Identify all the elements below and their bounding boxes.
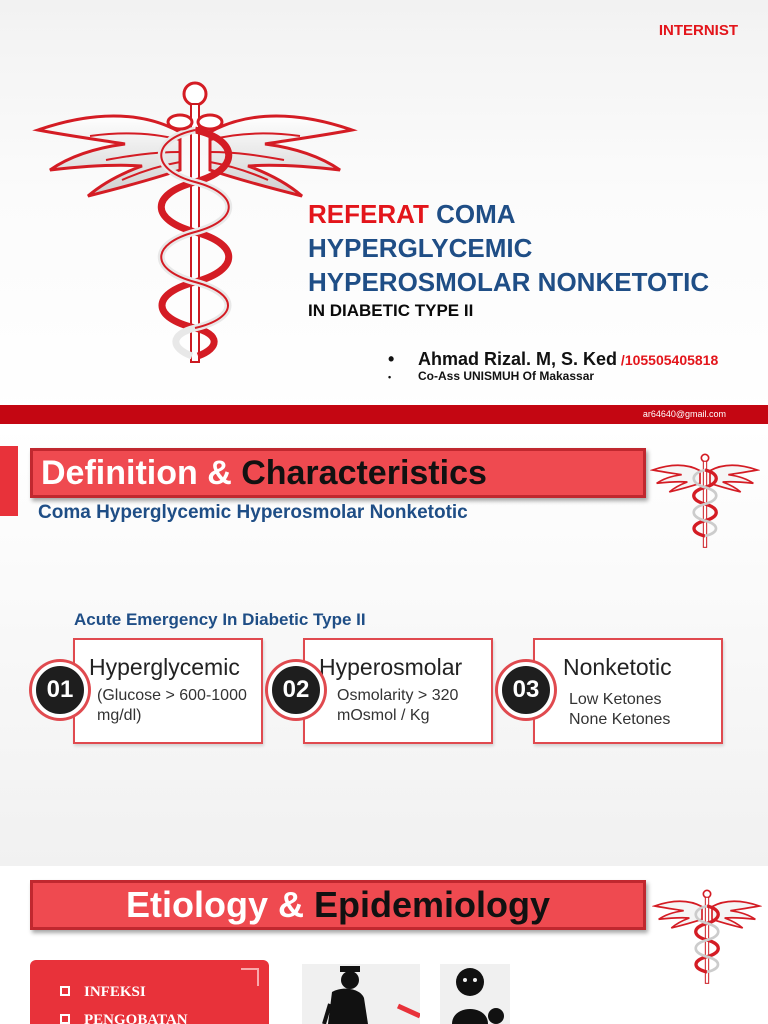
footer-bar — [0, 405, 768, 424]
slide-title — [30, 880, 646, 930]
card-line: None Ketones — [569, 711, 671, 728]
title-line3: HYPEROSMOLAR NONKETOTIC — [308, 267, 710, 297]
title-line1: COMA — [428, 199, 516, 229]
checkbox-bullet-icon — [60, 986, 70, 996]
author-name: Ahmad Rizal. M, S. Ked — [418, 349, 618, 369]
presentation-title — [308, 197, 709, 299]
internist-tag: INTERNIST — [658, 22, 738, 39]
card-title: Hyperosmolar — [319, 654, 463, 680]
person-icon — [440, 964, 510, 1024]
slide-subtitle: Coma Hyperglycemic Hyperosmolar Nonketotic — [38, 502, 468, 523]
list-item-label: PENGOBATAN — [84, 1012, 188, 1024]
card-description — [97, 686, 247, 726]
card-description — [337, 686, 458, 726]
etiology-slide — [0, 868, 768, 1024]
card-title: Nonketotic — [563, 654, 672, 680]
title-line2: HYPERGLYCEMIC — [308, 233, 533, 263]
slide-title — [30, 448, 646, 498]
card-title: Hyperglycemic — [89, 654, 240, 680]
list-item-label: INFEKSI — [84, 984, 146, 1000]
caduceus-icon — [652, 876, 762, 996]
title-part-black: Characteristics — [241, 454, 487, 492]
affiliation-line — [388, 369, 594, 383]
section-heading: Acute Emergency In Diabetic Type II — [74, 610, 366, 629]
card-description — [569, 690, 670, 730]
characteristic-card-hyperglycemic — [73, 638, 263, 744]
checkbox-bullet-icon — [60, 1014, 70, 1024]
list-item-infeksi — [60, 984, 146, 1001]
definition-slide — [0, 426, 768, 866]
card-line: (Glucose > 600-1000 — [97, 687, 247, 704]
bullet: • — [388, 349, 395, 369]
caduceus-icon — [650, 440, 760, 560]
author-separator: / — [617, 352, 625, 368]
presentation-subtitle: IN DIABETIC TYPE II — [308, 301, 474, 320]
title-part-white: Etiology & — [125, 884, 314, 925]
author-email: ar64640@gmail.com — [642, 409, 726, 419]
number-badge: 03 — [498, 662, 554, 718]
author-id: 105505405818 — [624, 352, 719, 368]
author-line — [388, 349, 718, 370]
characteristic-card-nonketotic — [533, 638, 723, 744]
number-badge: 01 — [32, 662, 88, 718]
title-part-black: Epidemiology — [313, 884, 551, 925]
number-badge: 02 — [268, 662, 324, 718]
characteristic-card-hyperosmolar — [303, 638, 493, 744]
card-line: Osmolarity > 320 — [337, 687, 459, 704]
accent-bar — [0, 446, 18, 516]
bullet: • — [388, 372, 392, 382]
title-part-white: Definition & — [41, 454, 242, 492]
etiology-list-panel — [30, 960, 269, 1024]
affiliation: Co-Ass UNISMUH Of Makassar — [418, 369, 595, 383]
title-slide — [0, 0, 768, 424]
corner-fold-decoration — [241, 968, 259, 986]
list-item-pengobatan — [60, 1012, 188, 1024]
card-line: mg/dl) — [97, 707, 142, 724]
title-referat: REFERAT — [308, 199, 429, 229]
card-line: mOsmol / Kg — [337, 707, 430, 724]
elderly-person-icon — [302, 964, 420, 1024]
card-line: Low Ketones — [569, 691, 662, 708]
